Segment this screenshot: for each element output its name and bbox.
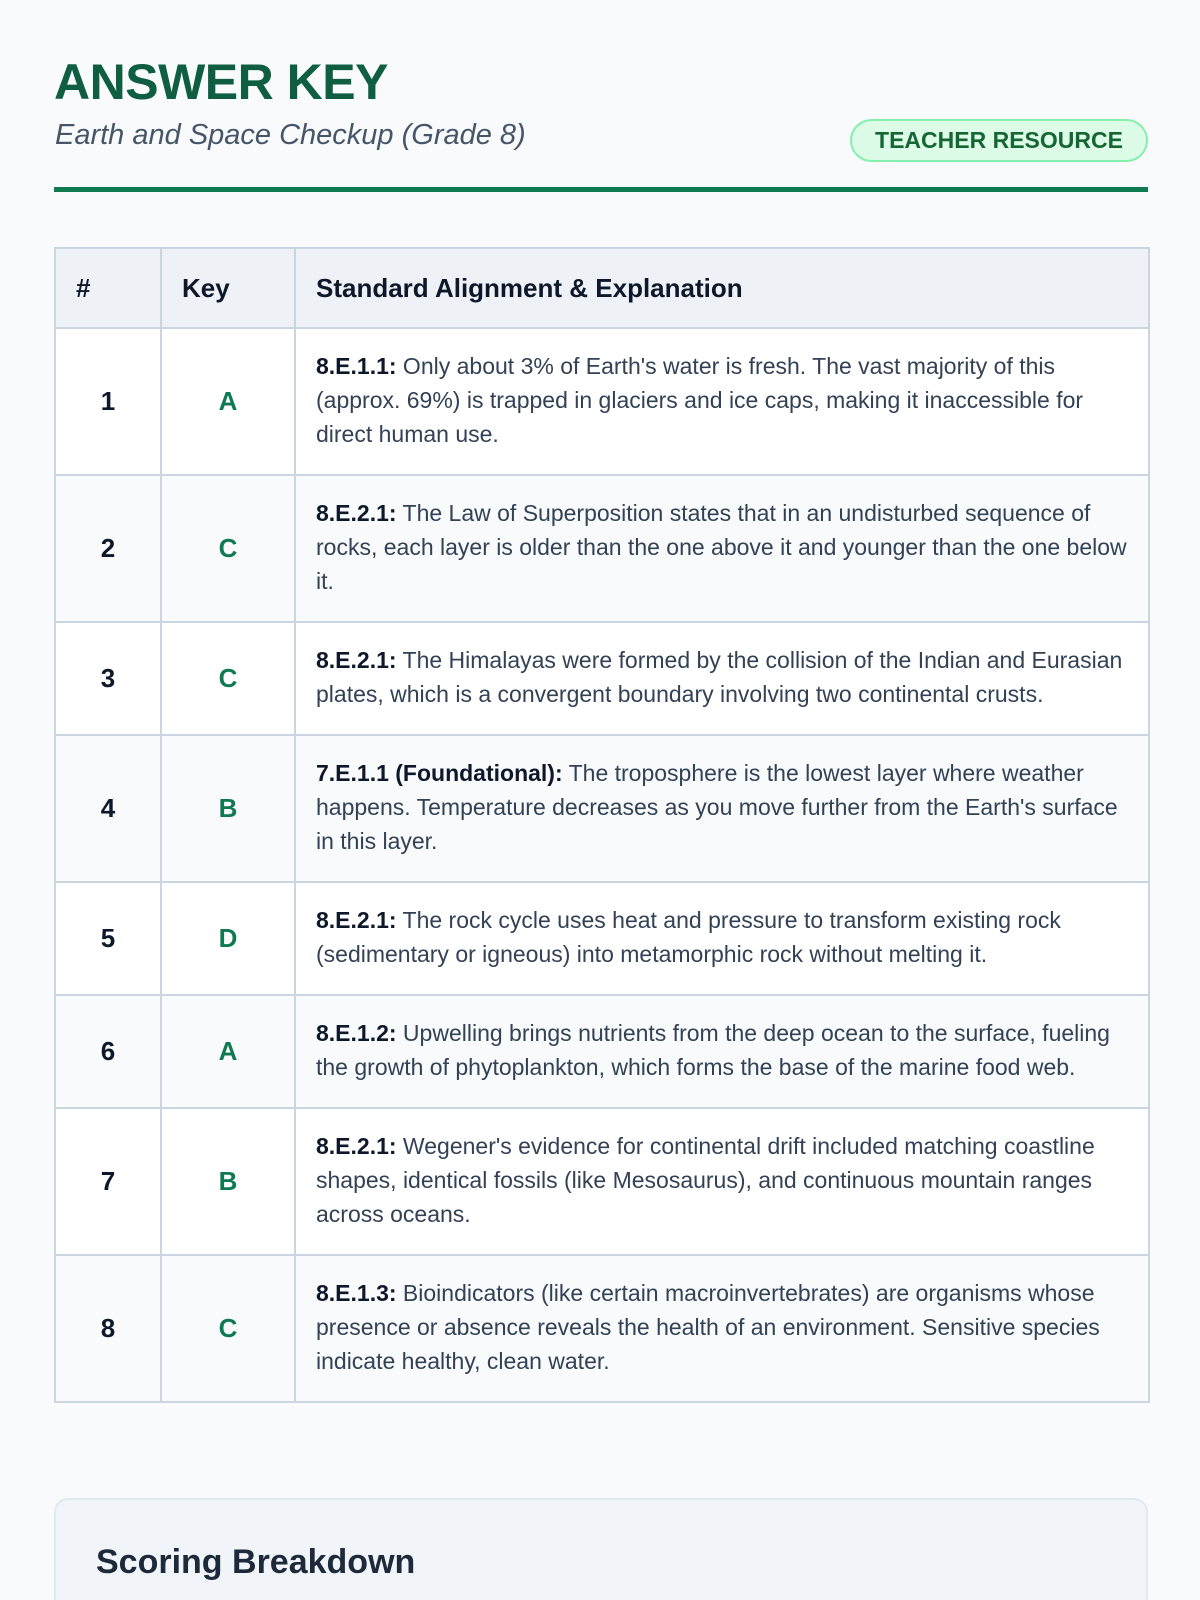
scoring-breakdown-card — [54, 1498, 1148, 1600]
standard-code: 8.E.2.1: — [316, 647, 397, 673]
explanation-cell — [295, 882, 1149, 995]
answer-key: C — [161, 1255, 295, 1402]
column-header-number: # — [55, 248, 161, 328]
answer-key: A — [161, 995, 295, 1108]
explanation-text: Only about 3% of Earth's water is fresh. The vast majority of this (approx. 69%) is trapped in glaciers and ice caps, making it inaccessible for direct human use. — [316, 353, 1084, 447]
column-header-explanation: Standard Alignment & Explanation — [295, 248, 1149, 328]
question-number: 2 — [55, 475, 161, 622]
standard-code: 8.E.1.2: — [316, 1020, 397, 1046]
standard-code: 8.E.2.1: — [316, 907, 397, 933]
page-subtitle: Earth and Space Checkup (Grade 8) — [55, 119, 526, 151]
explanation-cell — [295, 995, 1149, 1108]
page-title: ANSWER KEY — [54, 54, 388, 110]
explanation-cell — [295, 622, 1149, 735]
explanation-cell — [295, 1108, 1149, 1255]
table-row — [55, 1108, 1149, 1255]
table-row — [55, 622, 1149, 735]
table-row — [55, 475, 1149, 622]
answer-key: B — [161, 1108, 295, 1255]
table-row — [55, 1255, 1149, 1402]
explanation-cell — [295, 328, 1149, 475]
table-row — [55, 995, 1149, 1108]
explanation-text: The troposphere is the lowest layer where weather happens. Temperature decreases as you move further from the Earth's surface in this layer. — [316, 760, 1118, 854]
table-header-row — [55, 248, 1149, 328]
answer-key: A — [161, 328, 295, 475]
question-number: 1 — [55, 328, 161, 475]
explanation-cell — [295, 475, 1149, 622]
table-row — [55, 882, 1149, 995]
standard-code: 7.E.1.1 (Foundational): — [316, 760, 563, 786]
explanation-text: The rock cycle uses heat and pressure to transform existing rock (sedimentary or igneous) into metamorphic rock without melting it. — [316, 907, 1061, 967]
table-row — [55, 735, 1149, 882]
table-row — [55, 328, 1149, 475]
question-number: 3 — [55, 622, 161, 735]
column-header-key: Key — [161, 248, 295, 328]
standard-code: 8.E.1.1: — [316, 353, 397, 379]
answer-key: C — [161, 475, 295, 622]
question-number: 4 — [55, 735, 161, 882]
question-number: 6 — [55, 995, 161, 1108]
scoring-breakdown-title: Scoring Breakdown — [96, 1543, 416, 1581]
explanation-text: Wegener's evidence for continental drift included matching coastline shapes, identical fossils (like Mesosaurus), and continuous mountain ranges across oceans. — [316, 1133, 1095, 1227]
header-divider — [54, 187, 1148, 192]
explanation-cell — [295, 735, 1149, 882]
answer-table — [54, 247, 1150, 1403]
question-number: 7 — [55, 1108, 161, 1255]
explanation-text: Bioindicators (like certain macroinvertebrates) are organisms whose presence or absence reveals the health of an environment. Sensitive species indicate healthy, clean water. — [316, 1280, 1100, 1374]
explanation-text: The Himalayas were formed by the collision of the Indian and Eurasian plates, which is a convergent boundary involving two continental crusts. — [316, 647, 1123, 707]
explanation-text: Upwelling brings nutrients from the deep ocean to the surface, fueling the growth of phytoplankton, which forms the base of the marine food web. — [316, 1020, 1110, 1080]
explanation-cell — [295, 1255, 1149, 1402]
question-number: 8 — [55, 1255, 161, 1402]
answer-key: D — [161, 882, 295, 995]
standard-code: 8.E.2.1: — [316, 1133, 397, 1159]
teacher-resource-badge: TEACHER RESOURCE — [850, 119, 1148, 162]
standard-code: 8.E.2.1: — [316, 500, 397, 526]
standard-code: 8.E.1.3: — [316, 1280, 397, 1306]
question-number: 5 — [55, 882, 161, 995]
explanation-text: The Law of Superposition states that in an undisturbed sequence of rocks, each layer is older than the one above it and younger than the one below it. — [316, 500, 1127, 594]
answer-key: B — [161, 735, 295, 882]
answer-key: C — [161, 622, 295, 735]
